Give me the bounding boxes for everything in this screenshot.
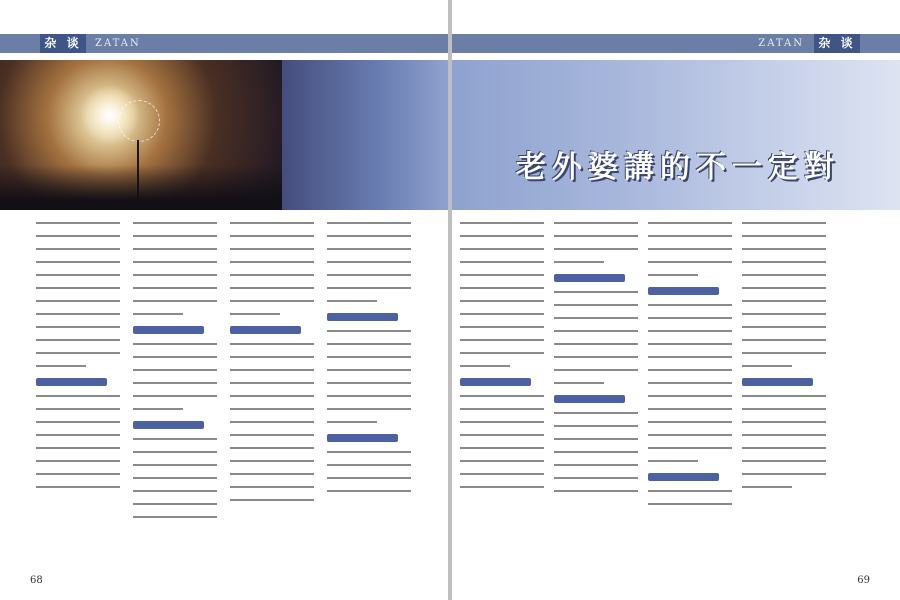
text-line	[36, 486, 120, 488]
section-tab: 杂 谈	[40, 34, 86, 53]
text-line	[460, 287, 544, 289]
text-line	[327, 248, 411, 250]
subhead-marker	[36, 378, 107, 386]
text-line	[36, 473, 120, 475]
text-line	[648, 447, 732, 449]
text-line	[742, 460, 826, 462]
text-line	[230, 421, 314, 423]
text-line	[327, 356, 411, 358]
text-line	[230, 356, 314, 358]
text-line	[460, 300, 544, 302]
text-line	[230, 313, 280, 315]
text-line	[230, 343, 314, 345]
text-line	[648, 274, 698, 276]
text-line	[648, 261, 732, 263]
text-line	[554, 464, 638, 466]
text-line	[648, 343, 732, 345]
text-line	[460, 235, 544, 237]
text-line	[554, 222, 638, 224]
text-line	[230, 499, 314, 501]
text-line	[742, 287, 826, 289]
text-line	[460, 248, 544, 250]
text-line	[648, 421, 732, 423]
text-line	[648, 395, 732, 397]
text-line	[327, 343, 411, 345]
text-line	[460, 339, 544, 341]
text-line	[648, 382, 732, 384]
text-line	[133, 356, 217, 358]
section-tab: 杂 谈	[814, 34, 860, 53]
text-line	[460, 395, 544, 397]
text-line	[230, 261, 314, 263]
text-line	[742, 300, 826, 302]
text-line	[554, 425, 638, 427]
text-line	[648, 330, 732, 332]
left-page	[0, 0, 448, 600]
text-line	[230, 274, 314, 276]
text-line	[554, 261, 604, 263]
text-line	[36, 421, 120, 423]
text-line	[36, 313, 120, 315]
text-line	[133, 516, 217, 518]
subhead-marker	[133, 326, 204, 334]
text-line	[133, 464, 217, 466]
text-line	[133, 222, 217, 224]
text-line	[742, 339, 826, 341]
text-line	[133, 395, 217, 397]
text-line	[230, 222, 314, 224]
text-line	[460, 274, 544, 276]
text-line	[742, 313, 826, 315]
text-line	[133, 477, 217, 479]
text-line	[742, 352, 826, 354]
text-line	[327, 464, 411, 466]
text-line	[460, 447, 544, 449]
text-line	[36, 248, 120, 250]
text-line	[742, 395, 826, 397]
text-line	[230, 300, 314, 302]
text-line	[648, 356, 732, 358]
text-line	[327, 235, 411, 237]
text-line	[133, 300, 217, 302]
text-line	[230, 235, 314, 237]
text-column	[460, 222, 544, 562]
text-line	[554, 490, 638, 492]
text-line	[327, 490, 411, 492]
header-bar	[0, 34, 448, 53]
page-number: 68	[30, 575, 43, 586]
text-line	[554, 317, 638, 319]
text-line	[554, 356, 638, 358]
dandelion-seedhead	[118, 100, 160, 142]
text-line	[554, 304, 638, 306]
text-line	[327, 330, 411, 332]
text-line	[554, 235, 638, 237]
text-line	[36, 460, 120, 462]
right-page	[452, 0, 900, 600]
text-line	[133, 490, 217, 492]
text-line	[460, 421, 544, 423]
text-line	[36, 447, 120, 449]
text-line	[742, 274, 826, 276]
text-line	[230, 369, 314, 371]
text-column	[133, 222, 217, 562]
subhead-marker	[554, 274, 625, 282]
text-line	[36, 287, 120, 289]
text-line	[230, 382, 314, 384]
text-line	[648, 248, 732, 250]
text-line	[327, 287, 411, 289]
text-line	[554, 291, 638, 293]
page-number: 69	[857, 575, 870, 586]
text-line	[327, 222, 411, 224]
text-line	[554, 248, 638, 250]
text-line	[133, 287, 217, 289]
text-line	[742, 434, 826, 436]
text-line	[36, 261, 120, 263]
subhead-marker	[460, 378, 531, 386]
text-line	[554, 438, 638, 440]
text-line	[36, 274, 120, 276]
text-line	[648, 434, 732, 436]
text-line	[460, 326, 544, 328]
text-line	[327, 421, 377, 423]
text-line	[742, 473, 826, 475]
text-line	[554, 343, 638, 345]
text-line	[648, 490, 732, 492]
subhead-marker	[742, 378, 813, 386]
text-column	[327, 222, 411, 562]
text-line	[742, 235, 826, 237]
text-line	[648, 317, 732, 319]
section-latin: ZATAN	[758, 38, 804, 49]
text-line	[230, 473, 314, 475]
text-line	[36, 235, 120, 237]
text-line	[460, 261, 544, 263]
subhead-marker	[648, 473, 719, 481]
text-line	[742, 486, 792, 488]
text-line	[36, 365, 86, 367]
text-line	[133, 408, 183, 410]
text-line	[648, 408, 732, 410]
text-line	[327, 382, 411, 384]
text-line	[648, 235, 732, 237]
text-line	[230, 447, 314, 449]
text-line	[230, 248, 314, 250]
text-line	[460, 408, 544, 410]
text-column	[742, 222, 826, 562]
text-line	[648, 369, 732, 371]
subhead-marker	[648, 287, 719, 295]
text-line	[36, 326, 120, 328]
text-line	[742, 447, 826, 449]
banner-gradient	[452, 60, 900, 210]
text-line	[742, 261, 826, 263]
text-line	[742, 421, 826, 423]
text-line	[133, 343, 217, 345]
text-line	[460, 222, 544, 224]
text-line	[36, 395, 120, 397]
text-line	[230, 287, 314, 289]
text-line	[648, 304, 732, 306]
text-line	[36, 408, 120, 410]
section-latin: ZATAN	[95, 38, 141, 49]
header-bar	[452, 34, 900, 53]
text-line	[554, 369, 638, 371]
text-line	[133, 274, 217, 276]
text-line	[554, 451, 638, 453]
text-line	[554, 477, 638, 479]
text-line	[36, 300, 120, 302]
text-line	[327, 451, 411, 453]
text-line	[327, 477, 411, 479]
text-line	[133, 248, 217, 250]
subhead-marker	[327, 313, 398, 321]
text-line	[460, 313, 544, 315]
text-line	[460, 473, 544, 475]
text-line	[133, 369, 217, 371]
text-line	[460, 365, 510, 367]
text-line	[36, 434, 120, 436]
text-line	[327, 395, 411, 397]
text-line	[742, 326, 826, 328]
text-line	[460, 486, 544, 488]
text-line	[742, 248, 826, 250]
subhead-marker	[230, 326, 301, 334]
text-line	[460, 434, 544, 436]
text-line	[36, 352, 120, 354]
grass-silhouette	[0, 165, 282, 210]
text-line	[554, 412, 638, 414]
text-line	[133, 438, 217, 440]
text-line	[230, 395, 314, 397]
text-line	[460, 460, 544, 462]
text-line	[230, 460, 314, 462]
text-line	[230, 408, 314, 410]
subhead-marker	[554, 395, 625, 403]
article-headline: 老外婆講的不一定對	[516, 150, 840, 185]
text-line	[554, 382, 604, 384]
text-line	[133, 451, 217, 453]
subhead-marker	[327, 434, 398, 442]
text-line	[230, 434, 314, 436]
text-line	[36, 339, 120, 341]
text-line	[648, 460, 698, 462]
text-line	[133, 313, 183, 315]
text-line	[742, 222, 826, 224]
text-line	[327, 408, 411, 410]
text-column	[648, 222, 732, 562]
text-line	[133, 261, 217, 263]
text-line	[327, 300, 377, 302]
text-line	[648, 222, 732, 224]
text-line	[133, 503, 217, 505]
text-line	[327, 261, 411, 263]
text-column	[36, 222, 120, 562]
text-line	[230, 486, 314, 488]
text-column	[230, 222, 314, 562]
text-line	[554, 330, 638, 332]
text-column	[554, 222, 638, 562]
text-line	[327, 274, 411, 276]
dandelion-photo	[0, 60, 282, 210]
text-line	[36, 222, 120, 224]
text-line	[648, 503, 732, 505]
subhead-marker	[133, 421, 204, 429]
text-line	[133, 235, 217, 237]
text-line	[460, 352, 544, 354]
text-line	[742, 408, 826, 410]
text-line	[133, 382, 217, 384]
text-line	[327, 369, 411, 371]
text-line	[742, 365, 792, 367]
